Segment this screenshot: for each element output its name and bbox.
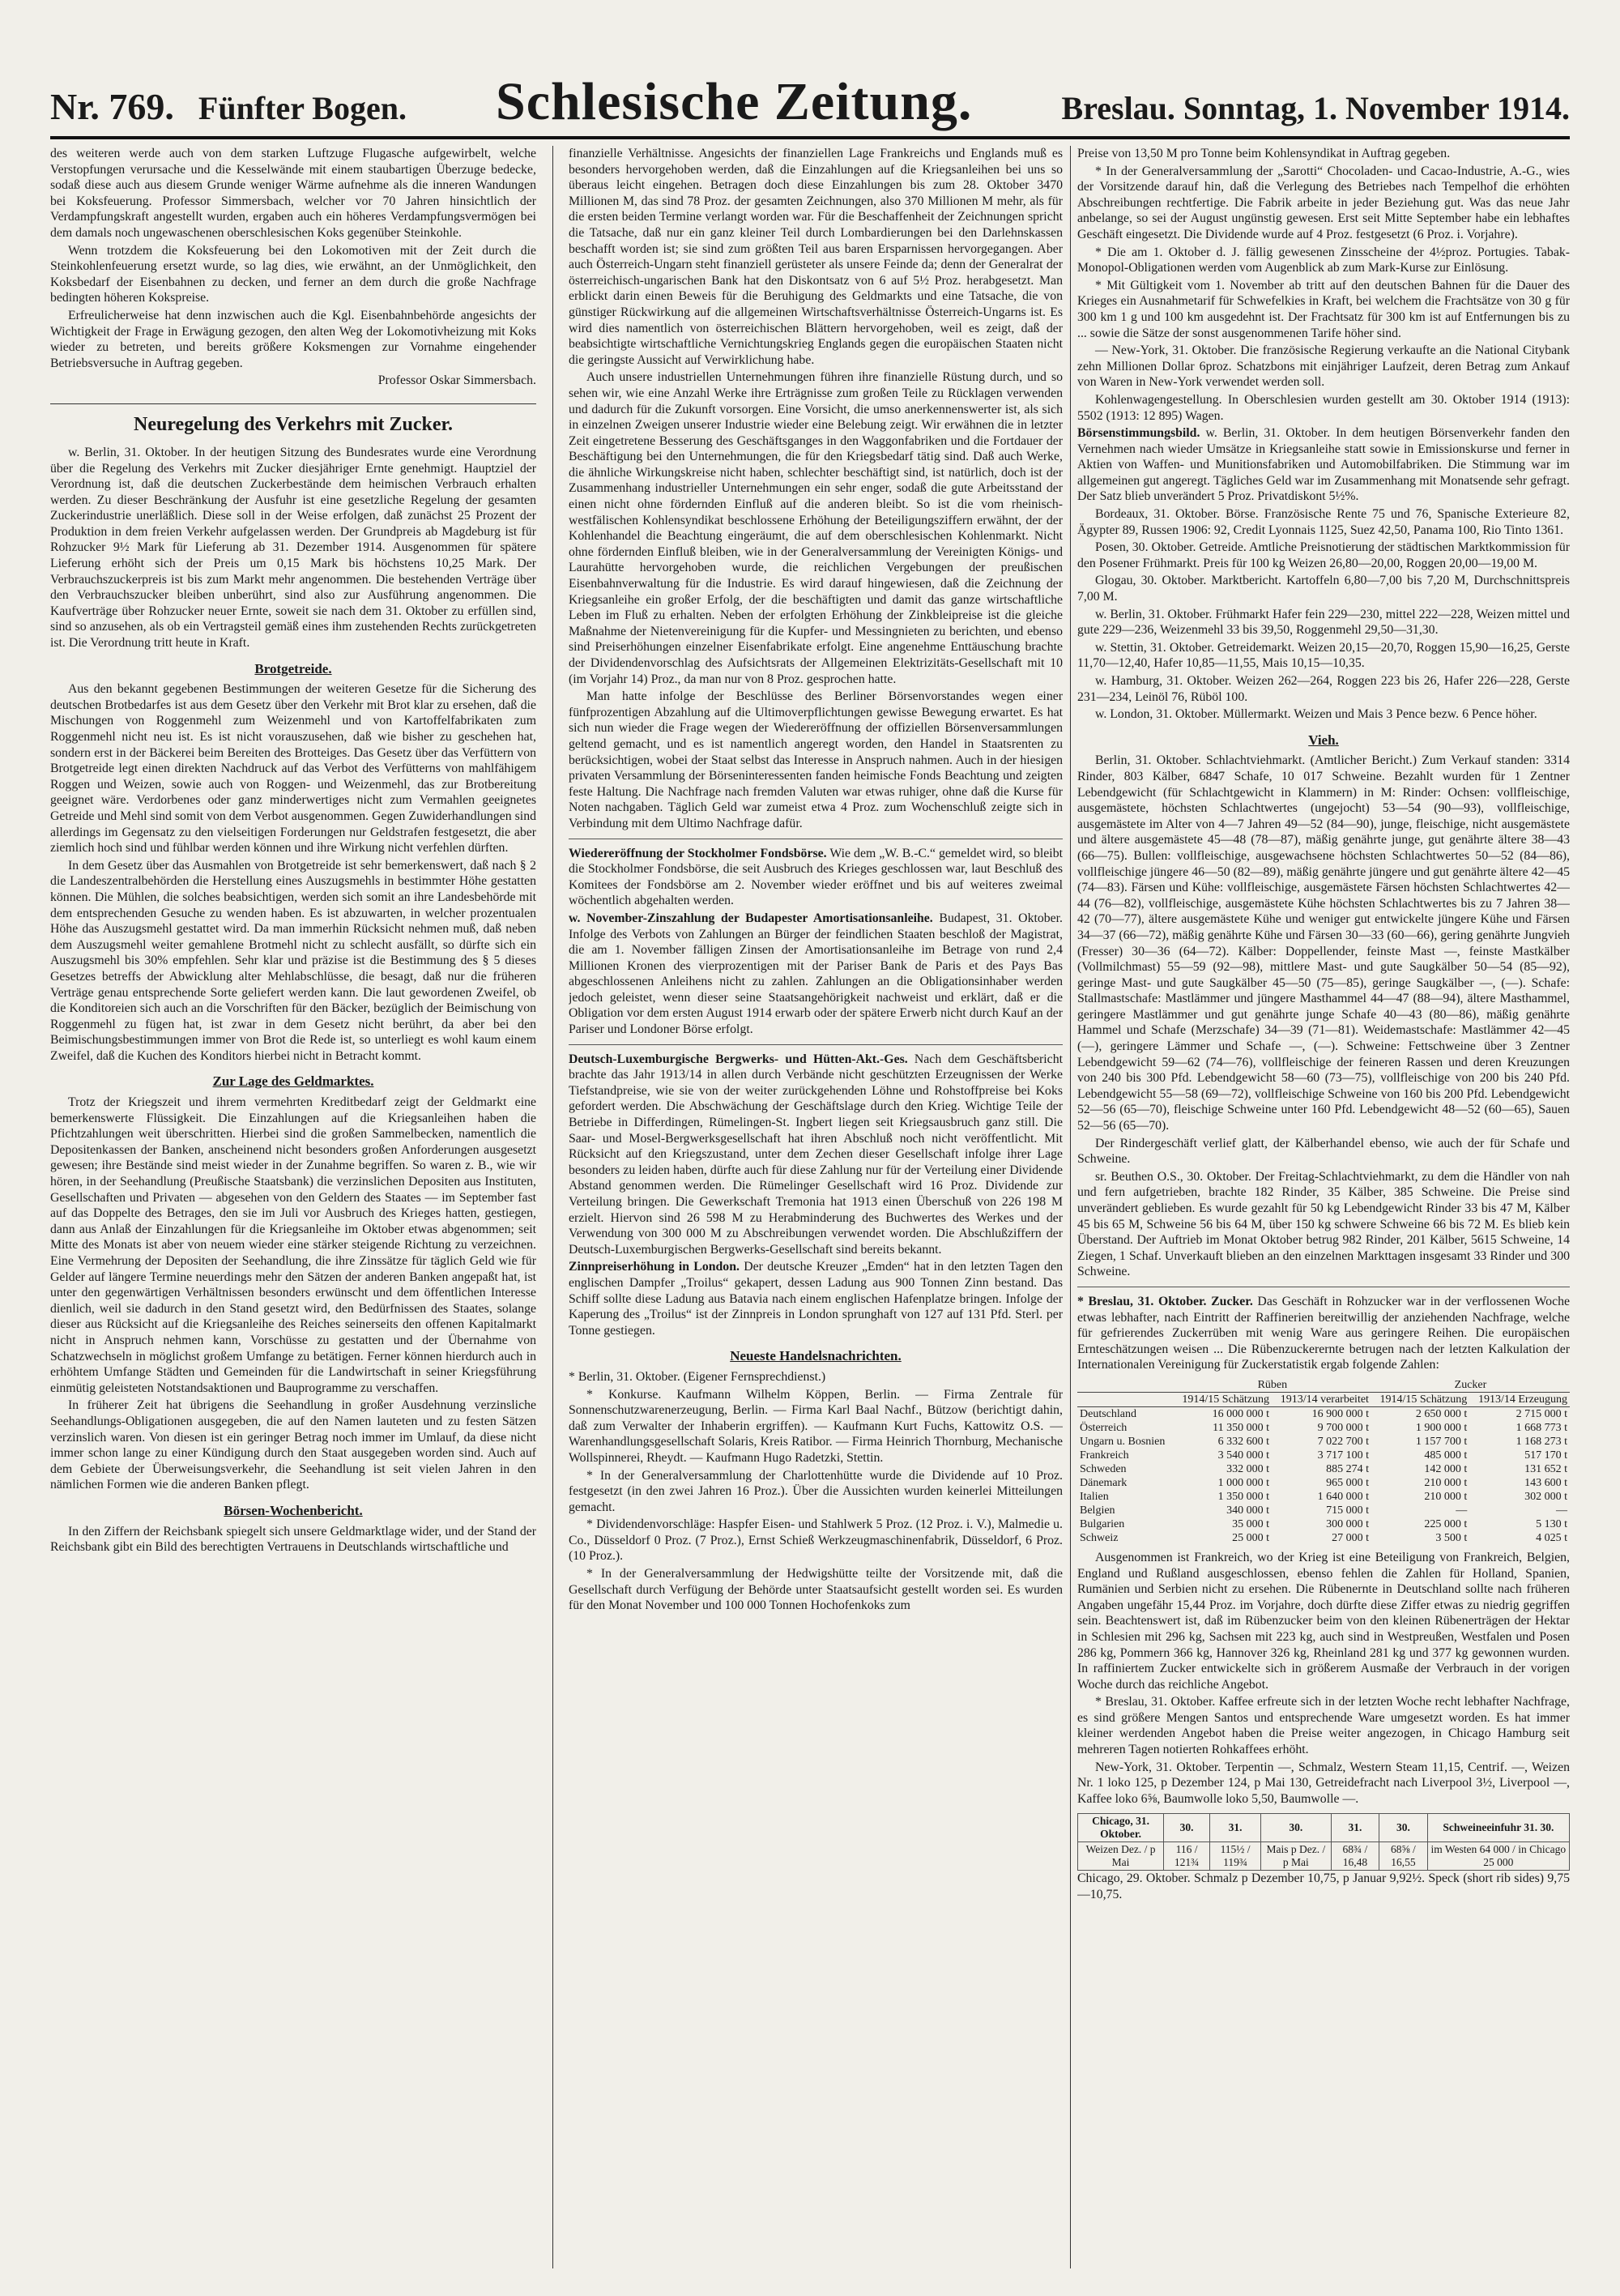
market-report: w. London, 31. Oktober. Müllermarkt. Weizen und Mais 3 Pence bezw. 6 Pence höher. (1095, 707, 1537, 722)
table-row (1077, 1504, 1570, 1517)
paragraph (569, 846, 1063, 909)
table-cell: 115½ / 119¾ (1210, 1842, 1261, 1871)
paragraph: Wenn trotzdem die Koksfeuerung bei den Lokomotiven mit der Zeit durch die Steinkohlenfeuerung ersetzt wurde, so lag dies, wie erwähnt, an der Unmöglichkeit, den Koksbedarf der Eisenbahnen zu decken, und ferner an dem durch die große Nachfrage bedingten höheren Kokspreise. (50, 243, 536, 305)
country-cell: Italien (1080, 1490, 1109, 1503)
value-cell: 11 350 000 t (1213, 1421, 1270, 1434)
dateline: * Berlin, 31. Oktober. (Eigener Fernsprechdienst.) (569, 1369, 826, 1384)
masthead-rule (50, 136, 1570, 139)
table-row (1077, 1490, 1570, 1504)
paragraph (569, 1052, 1063, 1258)
value-cell: 225 000 t (1424, 1517, 1468, 1530)
chicago-table (1077, 1813, 1570, 1871)
value-cell: 1 640 000 t (1317, 1490, 1369, 1503)
paragraph: * Die am 1. Oktober d. J. fällig gewesenen Zinsscheine der 4½proz. Portugies. Tabak-Monopol-Obligationen werden vom Augenblick ab zum Mark-Kurse zur Einlösung. (1077, 245, 1570, 275)
column-1 (50, 146, 536, 2268)
paragraph: Trotz der Kriegszeit und ihrem vermehrten Kreditbedarf zeigt der Geldmarkt eine bemerkenswerte Flüssigkeit. Die Einzahlungen auf die Kriegsanleihen haben die Pfichtzahlungen weit überschritten. Hierbei sind die großen Sammelbecken, namentlich die Depositenkassen der Banken, anscheinend nicht besonders großen Anforderungen ausgesetzt gewesen; ihre Bestände sind meist wieder in der Zunahme begriffen. So waren z. B., wie wir hören, in der Seehandlung (Preußische Staatsbank) die verzinslichen Depositen aus Instituten, Gesellschaften und Privaten — abgesehen von den Geldern des Staates — im September fast auf das Doppelte des Betrages, den sie im Juli vor Ausbruch des Krieges hatten, gestiegen, dann aus Anlaß der Einzahlungen für die Kriegsanleihe im Oktober etwas abgenommen; seit Mitte des Monats ist aber von neuem wieder eine stärker steigende Richtung zu verzeichnen. Eine Vermehrung der Depositen der Seehandlung, die ihre Zinssätze für täglich Geld wie für Gelder auf längere Termine neuerdings mehr den Sätzen der anderen Banken angepaßt hat, ist unter den gegenwärtigen Verhältnissen besonders erwünscht und dem öffentlichen Interesse dienlich, weil sie dadurch in den Stand gesetzt wird, den Bedürfnissen des Staates, solange dieser aus Rücksicht auf die Kriegsanleihe des Reiches seinerseits den offenen Kapitalmarkt nicht in Anspruch nehmen kann, Vorschüsse zu gestatten und der Übernahme von Schatzwechseln in möglichst großem Umfange zu betätigen. Ferner können hierdurch auch in erhöhtem Umfange Städten und Gemeinden für die Landwirtschaft in seiner Kriegsführung einmütig geleisteten Notstandsaktionen und Bauprogramme zu verschaffen. (50, 1095, 536, 1395)
table-header: 31. (1210, 1814, 1261, 1842)
column-divider (1070, 146, 1071, 2268)
value-cell: 1 900 000 t (1415, 1421, 1468, 1434)
paragraph: finanzielle Verhältnisse. Angesichts der finanziellen Lage Frankreichs und Englands muß es besonders hervorgehoben werden, daß die Einzahlungen auf die Kriegsanleihen bei uns so überaus leicht eingehen. Betragen doch diese Einzahlungen bis zum 28. Oktober 3470 Millionen M, das sind 78 Proz. der gesamten Zeichnungen, also 370 Millionen M mehr, als für die ersten beiden Termine verlangt worden war. Für die Beschaffenheit der Zeichnungen spricht die Tatsache, daß nur ein ganz kleiner Teil durch Lombardierungen bei den Darlehnskassen beschafft worden ist; sie sind zum größten Teil aus baren Ersparnissen hervorgegangen. Aber auch Österreich-Ungarn steht finanziell gerüsteter als unsere Feinde da; denn der Generalrat der österreichisch-ungarischen Bank hat den Diskontsatz von 6 auf 5½ Proz. herabgesetzt. Man erblickt darin einen Beweis für die Beruhigung des Geldmarkts und eine Tatsache, die von günstiger Rückwirkung auf die allgemeinen Wirtschaftsverhältnisse Österreich-Ungarns ist. Es wird dies namentlich von österreichischen Blättern hervorgehoben, weil es zeigt, daß der beabsichtigte wirtschaftliche Vernichtungskrieg Englands gegen die europäischen Staaten nicht die geringste Aussicht auf Verwirklichung habe. (569, 147, 1063, 367)
value-cell: 9 700 000 t (1317, 1421, 1369, 1434)
section-rule (569, 1044, 1063, 1045)
table-header: 31. (1331, 1814, 1379, 1842)
item-heading: Zinnpreiserhöhung in London. (569, 1260, 740, 1274)
paragraph: Aus den bekannt gegebenen Bestimmungen der weiteren Gesetze für die Sicherung des deutschen Brotbedarfes ist aus dem Gesetz über den Verkehr mit Brot klar zu ersehen, daß die Mischungen von Roggenmehl zum Weizenmehl und von Kartoffelfabrikaten zum Roggenmehl nicht neu ist. Es ist nicht vorauszusehen, daß wie bisher zu geschehen hat, sondern erst in der Bäckerei beim Bereiten des Brotteiges. Das Gesetz über das Verfüttern von Brotgetreide legt einen direkten Nachdruck auf das Verbot des Verfütterns von mahlfähigem Roggen und Weizen, sowie auch von Roggen- und Weizenmehl, das zur Brotbereitung geeignet wäre. Verdorbenes oder ganz minderwertiges nicht zum Vermahlen geeignetes Getreide und Mehl sind somit von dem Verbot ausgenommen. Gegen Zuwiderhandlungen sind allerdings im Gegensatz zu den vielseitigen Forderungen nur Geldstrafen festgesetzt, die aber ziemlich hoch sind und fühlbar werden können und ihre Wirkung nicht verfehlen dürften. (50, 682, 536, 856)
value-cell: 4 025 t (1536, 1531, 1567, 1544)
value-cell: 143 600 t (1524, 1476, 1567, 1489)
paragraph: Der Rindergeschäft verlief glatt, der Kälberhandel ebenso, wie auch der für Schafe und Schweine. (1077, 1136, 1570, 1167)
value-cell: 2 715 000 t (1516, 1407, 1567, 1420)
paragraph: w. Berlin, 31. Oktober. In der heutigen Sitzung des Bundesrates wurde eine Verordnung über die Regelung des Verkehrs mit Zucker diesjähriger Ernte genehmigt. Hauptziel der Verordnung ist, daß die deutschen Zuckerbestände dem heimischen Verbrauch erhalten werden. Zu dieser Beschränkung der Ausfuhr ist eine gesetzliche Regelung der gesamten Zuckerindustrie unerläßlich. Diese soll in der Weise erfolgen, daß zunächst 25 Prozent der Produktion in dem freien Verkehr aufgelassen werden. Der Grundpreis ab Magdeburg ist für Rohzucker 9½ Mark für Lieferung ab 31. Dezember 1914. Ausgenommen für spätere Lieferung erhöht sich der Preis um 0,15 Mark bis höchstens 10,25 Mark. Der Verbrauchszuckerpreis ist bis zum Markt mehr angenommen. Die bestehenden Verträge über den Verbrauchszucker bleiben unberührt, sind also zur Ausführung angenommen. Die Kaufverträge über Rohzucker neuer Ernte, soweit sie nach dem 31. Oktober zu erfüllen sind, sind so anzusehen, als ob ein Vertragsteil gemäß eines ihm zustehenden Rechts zurückgetreten ist. Die Verordnung tritt heute in Kraft. (50, 445, 536, 651)
table-row (1078, 1842, 1570, 1871)
value-cell: 16 900 000 t (1311, 1407, 1369, 1420)
item-heading: Wiedereröffnung der Stockholmer Fondsbörse. (569, 846, 827, 860)
value-cell: 340 000 t (1226, 1504, 1270, 1517)
table-cell: Mais p Dez. / p Mai (1261, 1842, 1332, 1871)
country-cell: Österreich (1080, 1421, 1128, 1434)
paragraph: In dem Gesetz über das Ausmahlen von Brotgetreide ist sehr bemerkenswert, daß nach § 2 die Landeszentralbehörden die Herstellung eines Auszugsmehls in bestimmter Höhe gestatten können. Die Mühlen, die solches beabsichtigen, werden sich somit an ihre Landesbehörde mit dem entsprechenden Gesuche zu wenden haben. Es ist abzuwarten, in welcher prozentualen Höhe das Auszugsmehl gestattet wird. Da man immerhin Rücksicht nehmen muß, daß neben dem Auszugsmehl weiter gemahlene Brotmehl nicht zu schlecht ausfällt, so dürfte sich ein Auszugsmehl bis 30% empfehlen. Sehr klar und präzise ist die Bestimmung des § 5 dieses Gesetzes betreffs der Abwicklung alter Mehlabschlüsse, die besagt, daß nur die früheren Verträge genau entsprechende Sorte geliefert werden kann. Die laut gewordenen Zweifel, ob die Konditoreien sich auch an die Vorschriften für den Bäcker, bezüglich der Beimischung von Roggenmehl zu fügen hat, ist zwar in dem Gesetz nicht berührt, da aber bei den Beimischungsbestimmungen immer von Brot die Rede ist, so unterliegt es wohl kaum einem Zweifel, daß die Kuchen des Konditors hierbei nicht in Betracht kommt. (50, 858, 536, 1063)
paragraph: sr. Beuthen O.S., 30. Oktober. Der Freitag-Schlachtviehmarkt, zu dem die Händler von nah und fern aufgetrieben, brachte 182 Rinder, 35 Kälber, 385 Schweine. Die Preise sind unverändert geblieben. Es wurde gezahlt für 50 kg Lebendgewicht Rinder 33 bis 47 M, Kälber 45 bis 65 M, Schweine 56 bis 64 M, über 150 kg schwere Schweine 66 bis 72 M. Es blieb kein Überstand. Der Auftrieb im Monat Oktober betrug 982 Rinder, 201 Kälber, 5615 Schweine, 14 Ziegen, 1 Schaf. Unverkauft blieben an den einzelnen Markttagen insgesamt 33 Rinder und 300 Schweine. (1077, 1169, 1570, 1279)
item-text: Das Geschäft in Rohzucker war in der verflossenen Woche etwas lebhafter, nach Eintritt der Raffinerien bereitwillig der anziehenden Nachfrage, welche für gefrierendes Zuckerrüben mit wenig Ware aus geringere Reihen. Die europäischen Ernteschätzungen weisen ... Die Rübenzuckerernte betrugen nach der letzten Kalkulation der Internationalen Vereinigung für Zuckerstatistik ergab folgende Zahlen: (1077, 1294, 1570, 1372)
value-cell: 131 652 t (1524, 1462, 1567, 1475)
value-cell: 1 350 000 t (1217, 1490, 1270, 1503)
table-row (1077, 1421, 1570, 1435)
paragraph: Man hatte infolge der Beschlüsse des Berliner Börsenvorstandes wegen einer fünfprozentigen Abzahlung auf die Ultimoverpflichtungen gewisse Bewegung erwartet. Es hat sich nun wieder die Frage wegen der Wiedereröffnung der offiziellen Börsenversammlungen geltend gemacht, und es ist namentlich angeregt worden, den Handel in Staatsrenten zu berücksichtigen, wobei der Staat selbst das Interesse in Anspruch nahmen. Auch in der hiesigen privaten Versammlung der Börseninteressenten fanden heimische Fonds Beachtung und zeigten feste Haltung. Die Nachfrage nach fremden Valuten war etwas ruhiger, ohne daß die Kurse für Noten nachgaben. Täglich Geld war zumeist etwa 4 Proz. zum Wochenschluß zeigte sich in Verbindung mit dem Ultimo Nachfrage dafür. (569, 689, 1063, 830)
value-cell: 3 717 100 t (1317, 1449, 1369, 1462)
issue-info (50, 85, 407, 128)
value-cell: 3 500 t (1435, 1531, 1468, 1544)
article-heading: Neueste Handelsnachrichten. (730, 1348, 902, 1364)
table-row (1077, 1406, 1570, 1421)
value-cell: 332 000 t (1226, 1462, 1270, 1475)
paragraph: * In der Generalversammlung der Hedwigshütte teilte der Vorsitzende mit, daß die Gesellschaft durch Verfügung der Behörde unter Staatsaufsicht gestellt worden sei. Es wurden für den Monat November und 100 000 Tonnen Hochofenkoks zum (569, 1567, 1063, 1613)
paragraph: Chicago, 29. Oktober. Schmalz p Dezember 10,75, p Januar 9,92½. Speck (short rib sides) 9,75—10,75. (1077, 1871, 1570, 1902)
column-2 (569, 146, 1063, 2268)
item-heading: w. November-Zinszahlung der Budapester Amortisationsanleihe. (569, 911, 933, 925)
table-cell: 68¾ / 16,48 (1331, 1842, 1379, 1871)
country-cell: Schweiz (1080, 1531, 1119, 1544)
paragraph: Berlin, 31. Oktober. Schlachtviehmarkt. (Amtlicher Bericht.) Zum Verkauf standen: 3314 Rinder, 803 Kälber, 6847 Schafe, 10 017 Schweine. Bezahlt wurden für 1 Zentner Lebendgewicht (für Schlachtgewicht in Klammern) in M: Rinder: Ochsen: vollfleischige, ausgemästete, höchsten Schlachtwertes (ungejocht) 53—54 (90—93), vollfleischige, ausgemästete im Alter von 4—7 Jahren 49—52 (84—90), junge, fleischige, nicht ausgemästete und ältere ausgemästete 45—48 (78—87), mäßig genährte junge, gut genährte ältere 38—43 (66—75). Bullen: vollfleischige, ausgewachsene höchsten Schlachtwertes 50—52 (84—86), vollfleischige jüngere 46—50 (82—89), mäßig genährte jüngere und gut genährte ältere 42—45 (74—83). Färsen und Kühe: vollfleischige, ausgemästete Färsen höchsten Schlachtwertes 42—44 (76—82), vollfleischige, ausgemästete Kühe höchsten Schlachtwertes bis zu 7 Jahren 38—42 (70—77), ältere ausgemästete Kühe und weniger gut entwickelte jüngere Kühe und Färsen 34—37 (66—72), mäßig genährte Kühe und Färsen 30—33 (60—66), gering genährte Jungvieh (Fresser) 30—36 (64—72). Kälber: Doppellender, feinste Mast —, feinste Mastkälber (Vollmilchmast) 55—59 (92—98), mittlere Mast- und gute Saugkälber 50—54 (85—92), geringe Mast- und gute Saugkälber 45—50 (75—85), geringe Saugkälber —, (—). Schafe: Stallmastschafe: Mastlämmer und jüngere Masthammel 44—47 (88—94), ältere Masthammel, geringere Mastlämmer und gut genährte junge Schafe 40—43 (80—86), mäßig genährte Hammel und Schafe (Merzschafe) 34—39 (71—81). Weidemastschafe: Mastlämmer 42—45 (—), geringere Lämmer und Schafe —, (—). Schweine: Fettschweine über 3 Zentner Lebendgewicht 59—62 (74—76), vollfleischige der feineren Rassen und deren Kreuzungen von 240 bis 300 Pfd. Lebendgewicht 58—60 (73—75), vollfleischige von 200 bis 240 Pfd. Lebendgewicht 55—58 (69—72), vollfleischige Schweine von 160 bis 200 Pfd. Lebendgewicht 52—56 (65—70), fleischige Schweine unter 160 Pfd. Lebendgewicht 48—52 (60—65), Sauen 52—56 (65—70). (1077, 753, 1570, 1133)
table-header: 1913/14 verarbeitet (1272, 1392, 1371, 1406)
value-cell: 300 000 t (1326, 1517, 1369, 1530)
article-heading: Neuregelung des Verkehrs mit Zucker. (50, 403, 536, 437)
value-cell: 16 000 000 t (1212, 1407, 1270, 1420)
article-heading: Börsen-Wochenbericht. (224, 1502, 363, 1518)
value-cell: 1 668 773 t (1516, 1421, 1567, 1434)
paragraph (1077, 1294, 1570, 1373)
author-signature: Professor Oskar Simmersbach. (377, 373, 536, 388)
item-heading: * Breslau, 31. Oktober. Zucker. (1077, 1294, 1253, 1308)
table-cell: 116 / 121¾ (1164, 1842, 1210, 1871)
value-cell: 142 000 t (1424, 1462, 1468, 1475)
table-header: Schweineeinfuhr 31. 30. (1427, 1814, 1569, 1842)
table-header: 30. (1261, 1814, 1332, 1842)
item-text: w. Berlin, 31. Oktober. In dem heutigen Börsenverkehr fanden den Vernehmen nach wieder Umsätze in Kriegsanleihe statt sowie in Emissionskurse und ferner in Aktien von Waffen- und Munitionsfabriken und Automobilfabriken. Die Stimmung war im allgemeinen gut angeregt. Tägliches Geld war im Zusammenhang mit Monatsende sehr gefragt. Der Satz blieb unverändert 5 Proz. Privatdiskont 5½%. (1077, 426, 1570, 504)
country-cell: Deutschland (1080, 1407, 1136, 1420)
item-text: Budapest, 31. Oktober. Infolge des Verbots von Zahlungen an Bürger der feindlichen Staaten beschloß der Magistrat, die am 1. November fälligen Zinsen der Amortisationsanleihe im Betrage von rund 2,4 Millionen Kronen des vierprozentigen mit der Pariser Bank de Paris et des Pays Bas abgeschlossenen Anleihens nicht zu zahlen. Zahlungen an die Obligationsinhaber werden jedoch geleistet, wenn dieser seine Staatsangehörigkeit nachweist und erklärt, daß er die Obligation vor dem ersten August 1914 erwarb oder der spätere Erwerb nicht durch Kauf an der Pariser und Londoner Börse erfolgt. (569, 911, 1063, 1037)
table-body (1078, 1842, 1570, 1871)
market-report: Posen, 30. Oktober. Getreide. Amtliche Preisnotierung der städtischen Marktkommission für den Posener Frühmarkt. Preis für 100 kg Weizen 26,80—20,00, Roggen 20,00—19,00 M. (1077, 540, 1570, 570)
value-cell: 5 130 t (1536, 1517, 1567, 1530)
paragraph: Ausgenommen ist Frankreich, wo der Krieg ist eine Beteiligung von Frankreich, Belgien, England und Rußland ausgeschlossen, ebenso fehlen die Zahlen für Holland, Spanien, Rumänien und Serbien nicht zu ersehen. Die Rübenernte in Deutschland sollte nach früheren Angaben ungefähr 15,44 Proz. im Vorjahre, doch dürfte diese Ziffer etwas zu niedrig gegriffen sein. Beachtenswert ist, daß im Rübenzucker beim von den kleinen Rübenerträgen der Hektar in Schlesien mit 296 kg, Sachsen mit 223 kg, auch sind in Westpreußen, Westfalen und Posen 286 kg, Pommern 366 kg, Hannover 326 kg, Rheinland 281 kg und 377 kg gewonnen wurden. In raffiniertem Zucker entwickelte sich in größerem Ausmaße der Verbrauch in der vorigen Woche durch das reichliche Angebot. (1077, 1550, 1570, 1692)
table-cell: 68⅝ / 16,55 (1379, 1842, 1428, 1871)
paragraph (569, 911, 1063, 1038)
table-header: 30. (1164, 1814, 1210, 1842)
issue-number: Nr. 769. (50, 86, 174, 127)
table-row (1077, 1462, 1570, 1476)
item-text: Der deutsche Kreuzer „Emden“ hat in den letzten Tagen den englischen Dampfer „Troilus“ gekapert, dessen Ladung aus 900 Tonnen Zinn bestand. Das Schiff sollte diese Ladung aus Batavia nach einem englischen Hafenplatze bringen. Infolge der Kaperung des „Troilus“ ist der Zinnpreis in London sprunghaft von 127 auf 131 Pfd. Sterl. per Tonne gestiegen. (569, 1260, 1063, 1338)
country-cell: Schweden (1080, 1462, 1127, 1475)
value-cell: 485 000 t (1424, 1449, 1468, 1462)
article-heading: Zur Lage des Geldmarktes. (212, 1073, 374, 1090)
value-cell: 6 332 600 t (1217, 1435, 1270, 1448)
table-header: 1914/15 Schätzung (1174, 1392, 1272, 1406)
table-row (1077, 1449, 1570, 1462)
paragraph: Erfreulicherweise hat denn inzwischen auch die Kgl. Eisenbahnbehörde angesichts der Wichtigkeit der Frage in Erwägung gezogen, den alten Weg der Lokomotivheizung mit Koks wieder zu betreten, und bereits größere Koksmengen zur Vornahme eingehender Betriebsversuche in Auftrag gegeben. (50, 308, 536, 370)
market-report: w. Hamburg, 31. Oktober. Weizen 262—264, Roggen 223 bis 26, Hafer 226—228, Gerste 231—234, Leinöl 76, Rüböl 100. (1077, 674, 1570, 704)
country-cell: Ungarn u. Bosnien (1080, 1435, 1166, 1448)
value-cell: 517 170 t (1524, 1449, 1567, 1462)
value-cell: 27 000 t (1332, 1531, 1369, 1544)
value-cell: 965 000 t (1326, 1476, 1369, 1489)
table-header (1077, 1378, 1174, 1393)
table-header: Zucker (1371, 1378, 1570, 1393)
column-divider (552, 146, 553, 2268)
value-cell: 1 000 000 t (1217, 1476, 1270, 1489)
table-header: 1914/15 Schätzung (1371, 1392, 1469, 1406)
article-heading: Brotgetreide. (254, 660, 332, 676)
market-report: Bordeaux, 31. Oktober. Börse. Französische Rente 75 und 76, Spanische Exterieure 82, Ägypter 89, Russen 1906: 92, Credit Lyonnais 1125, Suez 42,50, Panama 100, Rio Tinto 1361. (1077, 507, 1570, 537)
table-row (1077, 1517, 1570, 1531)
table-header (1077, 1392, 1174, 1406)
country-cell: Belgien (1080, 1504, 1115, 1517)
value-cell: 302 000 t (1524, 1490, 1567, 1503)
value-cell: 1 168 273 t (1516, 1435, 1567, 1448)
table-body (1077, 1406, 1570, 1545)
issue-section: Fünfter Bogen. (198, 90, 407, 126)
value-cell: 1 157 700 t (1415, 1435, 1468, 1448)
paragraph: Auch unsere industriellen Unternehmungen führen ihre finanzielle Rüstung durch, und so sehen wir, wie eine Anzahl Werke ihre Erträgnisse zum großen Teile zu Rücklagen verwenden und dadurch für die Zukunft vorsorgen. Eine Vorsicht, die umso anerkennenswerter ist, als sich in einzelnen Zweigen unserer Industrie wieder eine Belebung zeigt. Wir erwähnen die in letzter Zeit eingetretene Besserung des Geschäftsganges in den Waggonfabriken und die Fortdauer der Beschäftigung bei den Unternehmungen, die für den Kriegsbedarf tätig sind. Daß auch Werke, die ähnliche Wirkungskreise nicht haben, schlechter beschäftigt sind, ist natürlich, doch ist der Zusammenhang industrieller Unternehmungen ein sehr enger, sodaß die gute Arbeitsstand der einen nicht ohne fördernden Einfluß auf die anderen bleibt. So ist die vom rheinisch-westfälischen Kohlensyndikat beschlossene Erhöhung der Beteiligungsziffern erwähnt, der der Kohlenhandel die Beachtung eingeräumt, die auf dem oberschlesischen Kohlenmarkt. Nicht ohne fördernden Einfluß bleiben, wie in der Generalversammlung der Vereinigten Königs- und Laurahütte hervorgehoben wurde, die reichlichen Vergebungen der preußischen Eisenbahnverwaltung für die Industrie. Es wird darauf hingewiesen, daß die Zeichnung der Kriegsanleihe ein großer Erfolg, der die beschäftigten und damit das ganze wirtschaftliche Leben im Fluß zu erhalten. Neben der erfolgten Erhöhung der Zinkbleipreise ist die gleiche Maßnahme der Nietenvereinigung für die Kupfer- und Messingnieten zu berichten, und ebenso sind Preiserhöhungen einzelner Eisenfabrikate erfolgt. Eine angenehme Enttäuschung brachte der Dividendenvorschlag des Aufsichtsrats der Allgemeinen Elektrizitäts-Gesellschaft mit 10 (im Vorjahr 14) Proz., da man nur von 8 Proz. gesprochen hatte. (569, 370, 1063, 686)
article-heading: Vieh. (1308, 732, 1339, 748)
paragraph: New-York, 31. Oktober. Terpentin —, Schmalz, Western Steam 11,15, Centrif. —, Weizen Nr. 1 loko 125, p Dezember 124, p Mai 130, Getreidefracht nach Liverpool 3½, Liverpool —, Kaffee loko 6⅝, Baumwolle loko 5,50, Baumwolle —. (1077, 1760, 1570, 1806)
value-cell: 7 022 700 t (1317, 1435, 1369, 1448)
item-text: Wie dem „W. B.-C.“ gemeldet wird, so bleibt die Stockholmer Fondsbörse, die seit Ausbruch des Krieges geschlossen war, laut Beschluß des Komitees der Fondsbörse am 2. November wieder eröffnet und bis auf weiteres zweimal wöchentlich abgehalten werden. (569, 846, 1063, 908)
market-report: w. Stettin, 31. Oktober. Getreidemarkt. Weizen 20,15—20,70, Roggen 15,90—16,25, Gerste 11,70—12,40, Hafer 10,85—11,55, Mais 10,15—10,35. (1077, 640, 1570, 671)
table-header: 30. (1379, 1814, 1428, 1842)
value-cell: 210 000 t (1424, 1490, 1468, 1503)
country-cell: Dänemark (1080, 1476, 1128, 1489)
country-cell: Frankreich (1080, 1449, 1129, 1462)
paragraph: — New-York, 31. Oktober. Die französische Regierung verkaufte an die National Citybank zehn Millionen Dollar 6proz. Schatzbons mit einjähriger Laufzeit, deren Betrag zum Ankauf von Waren in New-York verwendet werden soll. (1077, 344, 1570, 390)
market-report: w. Berlin, 31. Oktober. Frühmarkt Hafer fein 229—230, mittel 222—228, Weizen mittel und gute 229—236, Weizenmehl 33 bis 39,50, Roggenmehl 29,50—31,30. (1077, 607, 1570, 638)
country-cell: Bulgarien (1080, 1517, 1125, 1530)
table-row (1077, 1476, 1570, 1490)
paragraph: Preise von 13,50 M pro Tonne beim Kohlensyndikat in Auftrag gegeben. (1077, 147, 1451, 160)
item-heading: Börsenstimmungsbild. (1077, 426, 1200, 441)
value-cell: — (1556, 1504, 1567, 1517)
table-header: Rüben (1174, 1378, 1371, 1393)
paragraph: * Konkurse. Kaufmann Wilhelm Köppen, Berlin. — Firma Zentrale für Sonnenschutzwarenerzeugung, Berlin. — Firma Karl Baal Nachf., Bützow (berichtigt dahin, daß zum Verwalter der Inhaberin ergriffen). — Kaufmann Kurt Fuchs, Kattowitz O.S. — Warenhandlungsgesellschaft Solaris, Kreis Ratibor. — Firma Heinrich Thornburg, Mechanische Wollspinnerei, Rheydt. — Kaufmann Hugo Radetzki, Stettin. (569, 1387, 1063, 1465)
table-header-row (1078, 1814, 1570, 1842)
value-cell: 715 000 t (1326, 1504, 1369, 1517)
table-row (1077, 1435, 1570, 1449)
paragraph: * Dividendenvorschläge: Haspfer Eisen- und Stahlwerk 5 Proz. (12 Proz. i. V.), Malmedie u. Co., Düsseldorf 0 Proz. (7 Proz.), Ernst Schieß Werkzeugmaschinenfabrik, Düsseldorf, 6 Proz. (10 Proz.). (569, 1517, 1063, 1564)
paragraph: In den Ziffern der Reichsbank spiegelt sich unsere Geldmarktlage wider, und der Stand der Reichsbank gibt ein Bild des berechtigten Vertrauens in Deutschlands wirtschaftliche und (50, 1524, 536, 1555)
value-cell: 2 650 000 t (1415, 1407, 1468, 1420)
value-cell: — (1456, 1504, 1468, 1517)
value-cell: 885 274 t (1326, 1462, 1369, 1475)
table-cell: im Westen 64 000 / in Chicago 25 000 (1427, 1842, 1569, 1871)
paragraph: * In der Generalversammlung der Charlottenhütte wurde die Dividende auf 10 Proz. festgesetzt (in den zwei Jahren 16 Proz.). Über die Aussichten wurden keinerlei Mitteilungen gemacht. (569, 1468, 1063, 1514)
paragraph (569, 1259, 1063, 1338)
paragraph: Kohlenwagengestellung. In Oberschlesien wurden gestellt am 30. Oktober 1914 (1913): 5502 (1913: 12 895) Wagen. (1077, 392, 1570, 423)
item-heading: Deutsch-Luxemburgische Bergwerks- und Hütten-Akt.-Ges. (569, 1052, 908, 1066)
column-3 (1077, 146, 1570, 2268)
item-text: Nach dem Geschäftsbericht brachte das Jahr 1913/14 in allen durch Verbände nicht geschützten Erzeugnissen der Werke Tiefstandpreise, wie sie von der weiter zurückgehenden Löhne und Rohstoffpreise bei Koks gefordert werden. Die Abschwächung der Geschäftslage durch den Krieg. Wichtige Teile der Betriebe in Differdingen, Rümelingen-St. Ingbert liegen seit Kriegsausbruch ganz still. Die Saar- und Mosel-Bergwerksgesellschaft hat ihren Abschluß noch nicht veröffentlicht. Mit Rücksicht auf den Kriegszustand, unter dem Zechen dieser Gesellschaft infolge ihrer Lage besonders zu leiden haben, dürfte auch für diese Zahlung nur für der Verteilung einer Dividende Abstand genommen werden. Die Rümelinger Gesellschaft wird 16 Proz. Dividende zur Verteilung bringen. Die Gewerkschaft Tremonia hat 1913 einen Überschuß von 226 198 M erzielt. Hiervon sind 26 598 M zu Herabminderung des Buchwertes des Werkes und der Verwendung von 300 000 M zu Abschreibungen verwendet worden. Die Abschlußziffern der Deutsch-Luxemburgischen Bergwerks-Gesellschaft sind bereits bekannt. (569, 1052, 1063, 1257)
paragraph (1077, 425, 1570, 505)
table-header: 1913/14 Erzeugung (1469, 1392, 1570, 1406)
sugar-table (1077, 1378, 1570, 1545)
value-cell: 3 540 000 t (1217, 1449, 1270, 1462)
paragraph: des weiteren werde auch von dem starken Luftzuge Flugasche aufgewirbelt, welche Verstopfungen verursache und die Kesselwände mit einem staubartigen Überzuge bedecke, sodaß diese auch aus diesem Grunde weniger Wärme aufnehme als die inneren Wandungen bei Koksfeuerung. Professor Simmersbach, welcher vor 70 Jahren hinsichtlich der Verdampfungskraft angestellt wurden, ergaben auch ein höheres Verdampfungsvermögen bei dem damals noch ungewaschenen oberschlesischen Koks gegenüber Steinkohle. (50, 147, 536, 240)
value-cell: 35 000 t (1232, 1517, 1270, 1530)
newspaper-title: Schlesische Zeitung. (496, 72, 973, 131)
market-report: Glogau, 30. Oktober. Marktbericht. Kartoffeln 6,80—7,00 bis 7,20 M, Durchschnittspreis 7,00 M. (1077, 574, 1570, 604)
table-row (1077, 1531, 1570, 1545)
value-cell: 210 000 t (1424, 1476, 1468, 1489)
paragraph: * Breslau, 31. Oktober. Kaffee erfreute sich in der letzten Woche recht lebhafter Nachfrage, es sind größere Mengen Santos und entsprechende Ware umgesetzt worden. Es hat immer kleiner werdenden Angebot haben die Preise weiter angezogen, in Chicago Hamburg seit mehreren Tagen notierten Rohkaffees erhöht. (1077, 1695, 1570, 1757)
paragraph: * Mit Gültigkeit vom 1. November ab tritt auf den deutschen Bahnen für die Dauer des Krieges ein Ausnahmetarif für Schwefelkies in Kraft, bei welchem die Frachtsätze von 30 g für 300 km 1 g und 100 km ausgedehnt ist. Der Frachtsatz für 300 km ist auf Entfernungen bis zu ... sowie die Sätze der sonst ausgenommenen Tarife höher sind. (1077, 278, 1570, 340)
table-header: Chicago, 31. Oktober. (1078, 1814, 1164, 1842)
place-date: Breslau. Sonntag, 1. November 1914. (1061, 90, 1570, 126)
paragraph: In früherer Zeit hat übrigens die Seehandlung in großer Ausdehnung verzinsliche Seehandlungs-Obligationen ausgegeben, die auf den Namen lauteten und zu festen Sätzen verzinslich waren. Von diesen ist ein geringer Betrag noch immer im Umlauf, da diese nicht immer schon lange zu einer Kündigung durch den Staat ausgegeben worden sind. Auch auf dem Gebiete der Überweisungsverkehr, die Seehandlung ist seit vielen Jahren in den nämlichen Formen wie die anderen Banken pflegt. (50, 1398, 536, 1492)
paragraph: * In der Generalversammlung der „Sarotti“ Chocoladen- und Cacao-Industrie, A.-G., wies der Vorsitzende darauf hin, daß die Verlegung des Betriebes nach Tempelhof die erhöhten Abschreibungen rechtfertige. Die Fabrik arbeite in jeder Beziehung gut. Was das neue Jahr anbelange, so sei der August ungünstig gewesen. Erst seit Mitte September habe ein lebhaftes Geschäft eingesetzt. Die Dividende wurde auf 4 Proz. festgesetzt (6 Proz. i. Vorjahre). (1077, 164, 1570, 241)
masthead (50, 71, 1570, 136)
value-cell: 25 000 t (1232, 1531, 1270, 1544)
table-cell: Weizen Dez. / p Mai (1078, 1842, 1164, 1871)
